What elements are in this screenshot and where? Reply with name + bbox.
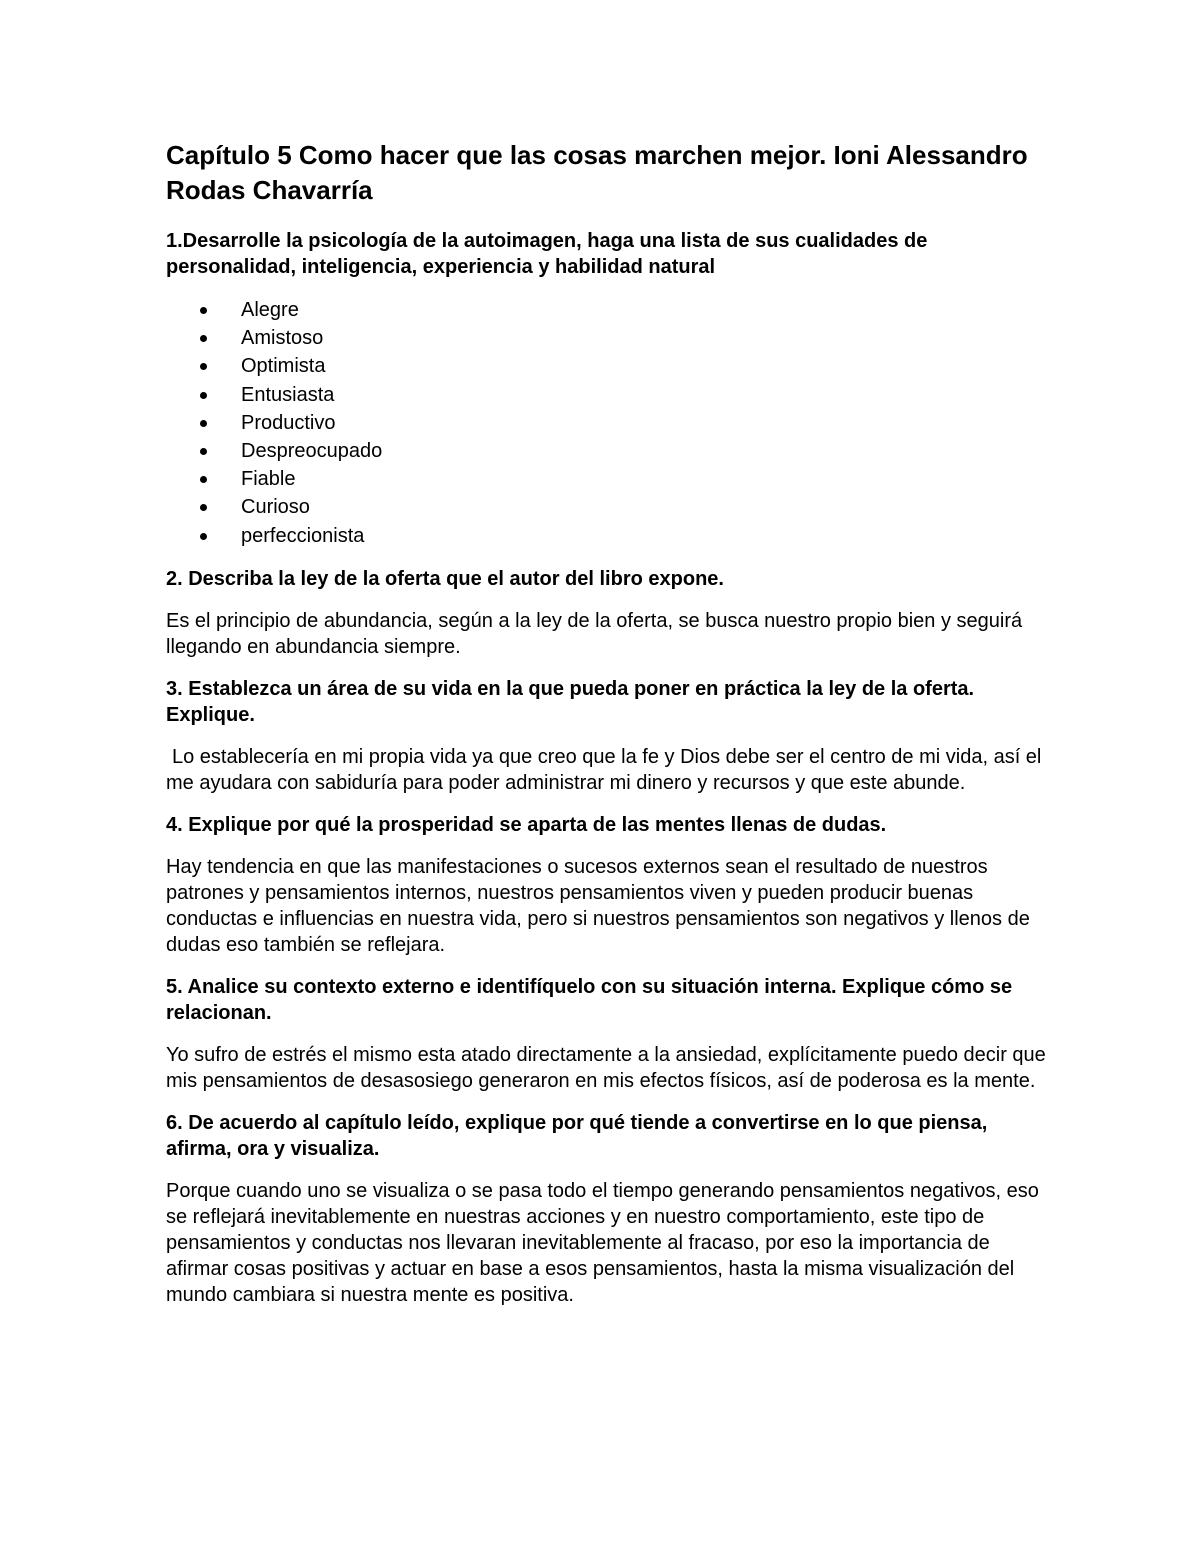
list-item-label: Curioso xyxy=(241,496,310,519)
list-item-label: Optimista xyxy=(241,355,326,378)
question-5: 5. Analice su contexto externo e identifíquelo con su situación interna. Explique cómo se relacionan. xyxy=(166,975,1013,1024)
list-item xyxy=(166,437,1046,465)
answer-4: Hay tendencia en que las manifestaciones o sucesos externos sean el resultado de nuestros patrones y pensamientos internos, nuestros pensamientos viven y pueden producir buenas conductas e influencias en nuestra vida, pero si nuestros pensamientos son negativos y llenos de dudas eso también se reflejara. xyxy=(166,855,1030,956)
answer-3: Lo establecería en mi propia vida ya que creo que la fe y Dios debe ser el centro de mi vida, así el me ayudara con sabiduría para poder administrar mi dinero y recursos y que este abunde. xyxy=(166,745,1042,794)
list-item xyxy=(166,324,1046,352)
list-item xyxy=(166,352,1046,380)
bullet-icon xyxy=(200,533,207,540)
document-page xyxy=(166,138,1046,1324)
bullet-icon xyxy=(200,476,207,483)
bullet-icon xyxy=(200,363,207,370)
list-item-label: Amistoso xyxy=(241,327,324,350)
bullet-icon xyxy=(200,448,207,455)
list-item-label: Alegre xyxy=(241,299,299,321)
question-1: 1.Desarrolle la psicología de la autoimagen, haga una lista de sus cualidades de personalidad, inteligencia, experiencia y habilidad natural xyxy=(166,230,928,278)
bullet-icon xyxy=(200,420,207,427)
question-2: 2. Describa la ley de la oferta que el autor del libro expone. xyxy=(166,567,724,590)
list-item xyxy=(166,381,1046,409)
list-item xyxy=(166,522,1046,550)
list-item-label: Entusiasta xyxy=(241,383,335,406)
bullet-icon xyxy=(200,307,207,314)
question-4: 4. Explique por qué la prosperidad se aparta de las mentes llenas de dudas. xyxy=(166,813,887,836)
answer-6: Porque cuando uno se visualiza o se pasa todo el tiempo generando pensamientos negativos, eso se reflejará inevitablemente en nuestras acciones y en nuestro comportamiento, este tipo de pensamientos y conductas nos llevaran inevitablemente al fracaso, por eso la importancia de afirmar cosas positivas y actuar en base a esos pensamientos, hasta la misma visualización del mundo cambiara si nuestra mente es positiva. xyxy=(166,1179,1039,1306)
bullet-icon xyxy=(200,335,207,342)
list-item-label: Fiable xyxy=(241,468,296,491)
question-6: 6. De acuerdo al capítulo leído, explique por qué tiende a convertirse en lo que piensa, afirma, ora y visualiza. xyxy=(166,1111,988,1160)
list-item-label: Despreocupado xyxy=(241,440,383,463)
document-title: Capítulo 5 Como hacer que las cosas marchen mejor. Ioni Alessandro Rodas Chavarría xyxy=(166,140,1028,205)
qualities-list xyxy=(166,296,1046,550)
bullet-icon xyxy=(200,392,207,399)
answer-2: Es el principio de abundancia, según a la ley de la oferta, se busca nuestro propio bien y seguirá llegando en abundancia siempre. xyxy=(166,609,1023,658)
list-item xyxy=(166,465,1046,493)
list-item xyxy=(166,493,1046,521)
question-3: 3. Establezca un área de su vida en la que pueda poner en práctica la ley de la oferta. Explique. xyxy=(166,677,975,726)
bullet-icon xyxy=(200,504,207,511)
answer-5: Yo sufro de estrés el mismo esta atado directamente a la ansiedad, explícitamente puedo decir que mis pensamientos de desasosiego generaron en mis efectos físicos, así de poderosa es la mente. xyxy=(166,1043,1046,1092)
list-item-label: perfeccionista xyxy=(241,524,365,547)
list-item-label: Productivo xyxy=(241,411,336,434)
list-item xyxy=(166,409,1046,437)
list-item xyxy=(166,296,1046,324)
